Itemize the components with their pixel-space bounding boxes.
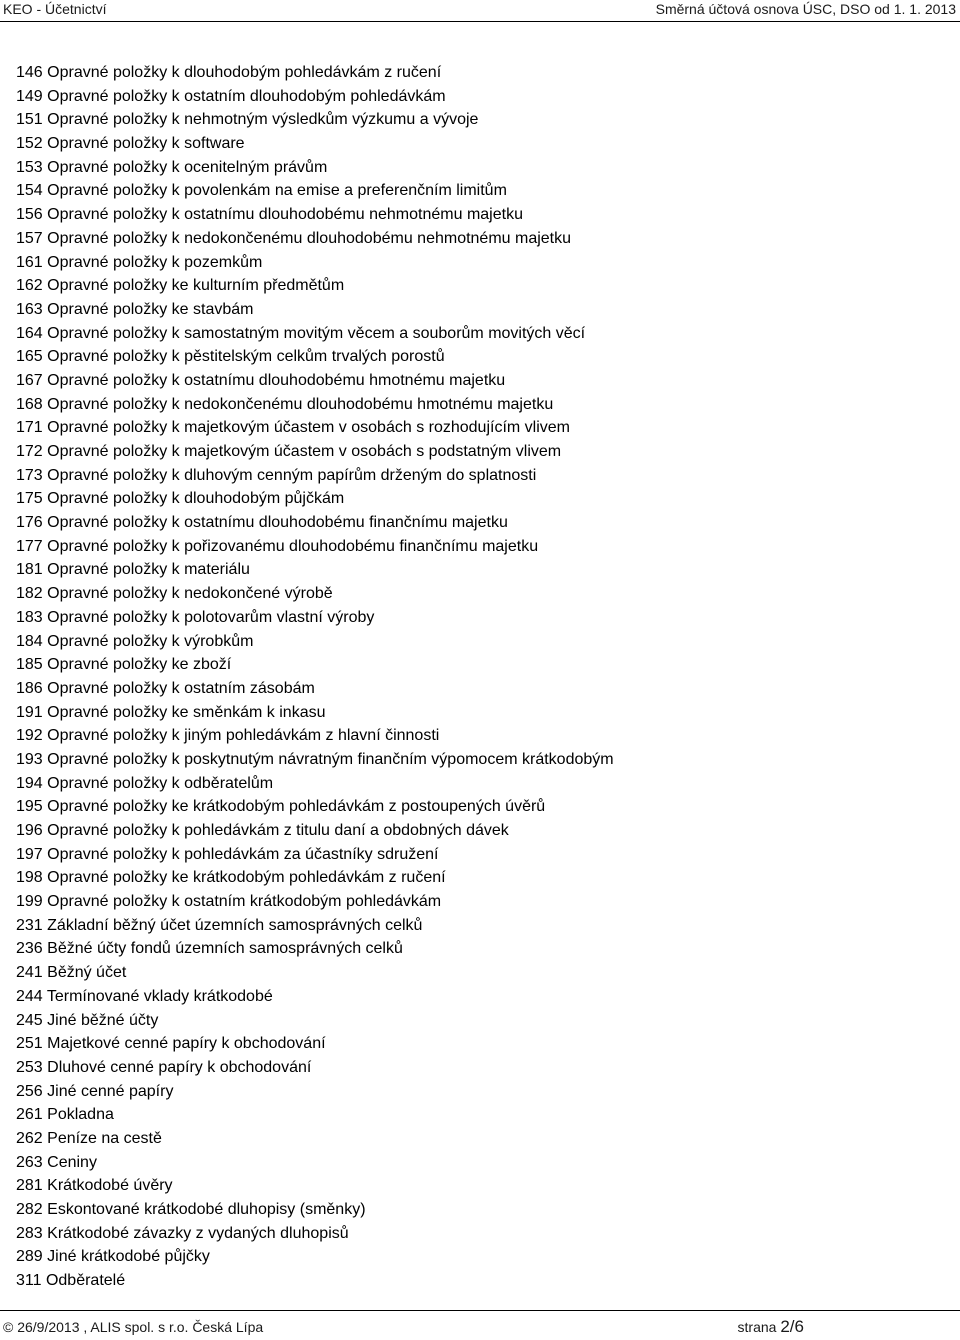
account-row: 157 Opravné položky k nedokončenému dlouhodobému nehmotnému majetku (16, 229, 572, 247)
account-row: 199 Opravné položky k ostatním krátkodobým pohledávkám (16, 893, 442, 911)
account-row: 261 Pokladna (16, 1106, 114, 1124)
account-row: 183 Opravné položky k polotovarům vlastní výroby (16, 608, 375, 626)
account-row: 163 Opravné položky ke stavbám (16, 300, 254, 318)
account-row: 192 Opravné položky k jiným pohledávkám z hlavní činnosti (16, 727, 440, 745)
account-row: 195 Opravné položky ke krátkodobým pohledávkám z postoupených úvěrů (16, 798, 546, 816)
account-row: 281 Krátkodobé úvěry (16, 1177, 173, 1195)
account-row: 262 Peníze na cestě (16, 1129, 162, 1147)
account-row: 162 Opravné položky ke kulturním předmětům (16, 277, 345, 295)
account-row: 154 Opravné položky k povolenkám na emise a preferenčním limitům (16, 182, 507, 200)
account-row: 151 Opravné položky k nehmotným výsledkům výzkumu a vývoje (16, 111, 479, 129)
account-row: 289 Jiné krátkodobé půjčky (16, 1248, 210, 1266)
page-header (0, 0, 960, 22)
footer-copyright: © 26/9/2013 , ALIS spol. s r.o. Česká Lípa (3, 1319, 264, 1335)
account-row: 236 Běžné účty fondů územních samosprávných celků (16, 940, 403, 958)
page-label: strana (737, 1319, 781, 1335)
footer-divider (0, 1310, 960, 1311)
account-row: 156 Opravné položky k ostatnímu dlouhodobému nehmotnému majetku (16, 206, 523, 224)
account-row: 153 Opravné položky k ocenitelným právům (16, 158, 328, 176)
account-row: 149 Opravné položky k ostatním dlouhodobým pohledávkám (16, 87, 446, 105)
account-list (16, 61, 614, 1293)
account-row: 146 Opravné položky k dlouhodobým pohledávkám z ručení (16, 64, 442, 81)
page-current: 2 (780, 1317, 790, 1336)
account-row: 171 Opravné položky k majetkovým účastem v osobách s rozhodujícím vlivem (16, 419, 571, 437)
account-row: 184 Opravné položky k výrobkům (16, 632, 254, 650)
account-row: 177 Opravné položky k pořizovanému dlouhodobému finančnímu majetku (16, 537, 539, 555)
account-row: 182 Opravné položky k nedokončené výrobě (16, 585, 333, 603)
page-separator: / (789, 1317, 795, 1336)
account-row: 161 Opravné položky k pozemkům (16, 253, 263, 271)
account-row: 168 Opravné položky k nedokončenému dlouhodobému hmotnému majetku (16, 395, 554, 413)
account-row: 167 Opravné položky k ostatnímu dlouhodobému hmotnému majetku (16, 371, 506, 389)
account-row: 152 Opravné položky k software (16, 135, 245, 153)
header-app-title: KEO - Účetnictví (3, 1, 107, 17)
account-row: 172 Opravné položky k majetkovým účastem v osobách s podstatným vlivem (16, 443, 562, 460)
account-row: 173 Opravné položky k dluhovým cenným papírům drženým do splatnosti (16, 466, 537, 484)
account-row: 251 Majetkové cenné papíry k obchodování (16, 1035, 326, 1053)
page-indicator (738, 1318, 804, 1336)
account-row: 186 Opravné položky k ostatním zásobám (16, 679, 315, 697)
account-row: 198 Opravné položky ke krátkodobým pohledávkám z ručení (16, 869, 446, 887)
header-document-title: Směrná účtová osnova ÚSC, DSO od 1. 1. 2013 (655, 1, 956, 17)
account-row: 241 Běžný účet (16, 964, 127, 982)
account-row: 164 Opravné položky k samostatným movitým věcem a souborům movitých věcí (16, 324, 586, 342)
account-row: 197 Opravné položky k pohledávkám za účastníky sdružení (16, 845, 439, 863)
account-row: 311 Odběratelé (16, 1272, 126, 1290)
account-row: 176 Opravné položky k ostatnímu dlouhodobému finančnímu majetku (16, 514, 508, 532)
account-row: 253 Dluhové cenné papíry k obchodování (16, 1058, 312, 1076)
account-row: 175 Opravné položky k dlouhodobým půjčkám (16, 490, 345, 508)
page-total: 6 (794, 1317, 804, 1336)
account-row: 256 Jiné cenné papíry (16, 1082, 174, 1100)
account-row: 282 Eskontované krátkodobé dluhopisy (směnky) (16, 1201, 366, 1218)
account-row: 193 Opravné položky k poskytnutým návratným finančním výpomocem krátkodobým (16, 750, 614, 768)
account-row: 283 Krátkodobé závazky z vydaných dluhopisů (16, 1224, 349, 1242)
account-row: 181 Opravné položky k materiálu (16, 561, 250, 579)
account-row: 244 Termínované vklady krátkodobé (16, 987, 273, 1005)
account-row: 185 Opravné položky ke zboží (16, 656, 232, 674)
account-row: 194 Opravné položky k odběratelům (16, 774, 274, 792)
account-row: 196 Opravné položky k pohledávkám z titulu daní a obdobných dávek (16, 822, 509, 839)
account-row: 245 Jiné běžné účty (16, 1011, 159, 1029)
account-row: 231 Základní běžný účet územních samosprávných celků (16, 916, 423, 934)
account-row: 191 Opravné položky ke směnkám k inkasu (16, 703, 326, 721)
account-row: 263 Ceniny (16, 1153, 97, 1171)
account-row: 165 Opravné položky k pěstitelským celkům trvalých porostů (16, 348, 445, 366)
